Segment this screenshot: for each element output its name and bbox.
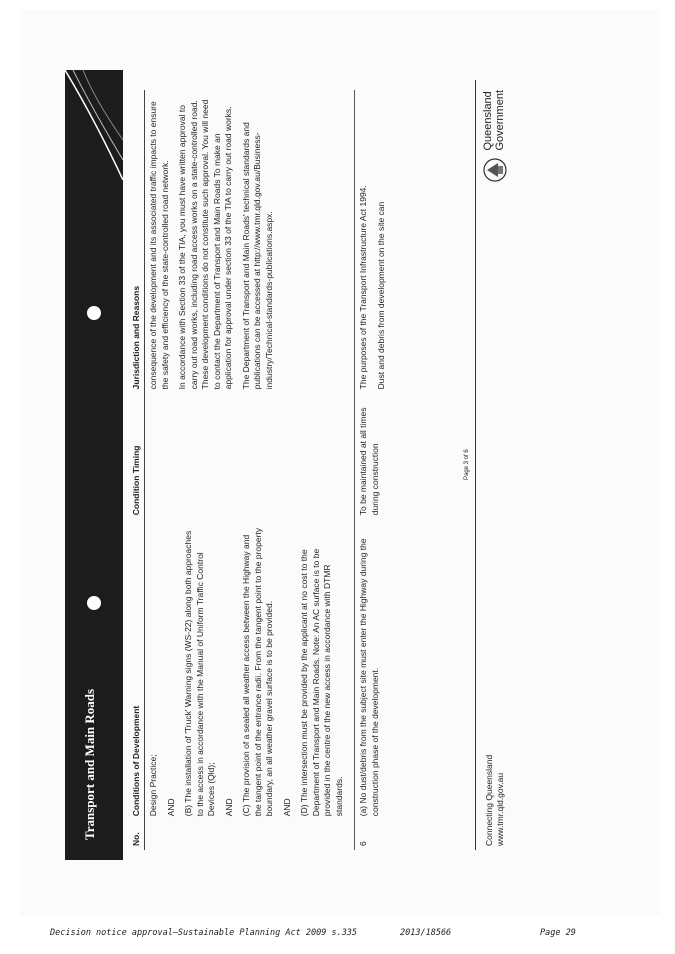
- footer-page-number: Page 3 of 6: [464, 449, 470, 480]
- jurisdiction-text: Dust and debris from development on the site can: [375, 201, 386, 390]
- jurisdiction-text: In accordance with Section 33 of the TIA, you must have written approval to carry out road works, including road access works on a state-controlled road. These development conditions do not constitute such approval. You will need to contact the Department of Transport and Main Roads To make an application for approval under section 33 of the TIA to carry out road works.: [177, 99, 234, 390]
- department-title: Transport and Main Roads: [82, 688, 97, 840]
- condition-text: AND: [165, 798, 176, 817]
- timing-cell: To be maintained at all times during construction: [355, 393, 396, 519]
- conditions-cell: [145, 519, 355, 820]
- condition-text: (D) The intersection must be provided by the applicant at no cost to the Department of Transport and Main Roads. Note: An AC surface is to be provided in the centre of the new access in accordance with DTMR standards.: [299, 548, 344, 817]
- table-row: [355, 90, 396, 850]
- header-band: [65, 70, 123, 860]
- logo-line-2: Government: [494, 90, 506, 151]
- condition-text: (a) No dust/debris from the subject site must enter the Highway during the construction phase of the development.: [358, 538, 380, 817]
- logo-line-1: Queensland: [482, 91, 495, 151]
- table-header-row: [129, 90, 145, 850]
- queensland-government-logo: [482, 90, 508, 183]
- col-no: No.: [129, 820, 145, 850]
- crest-icon: [482, 157, 508, 183]
- conditions-table: [129, 90, 396, 850]
- col-jurisdiction: Jurisdiction and Reasons: [129, 90, 145, 393]
- page-number: Page 29: [540, 928, 576, 938]
- condition-text: (B) The installation of 'Truck' Warning signs (WS-22) along both approaches to the access in accordance with the Manual of Uniform Traffic Control Devices (Qld);: [183, 530, 217, 817]
- condition-text: (C) The provision of a sealed all weather access between the Highway and the tangent point of the entrance radii. From the tangent point to the property boundary, an all weather gravel surface is to be provided.: [241, 528, 275, 817]
- reference-number: 2013/18566: [400, 928, 452, 938]
- footer-tagline: Connecting Queensland: [484, 754, 494, 846]
- col-conditions: Conditions of Development: [129, 519, 145, 820]
- jurisdiction-cell: [355, 90, 396, 393]
- row-number: [145, 820, 355, 850]
- condition-text: AND: [281, 798, 292, 817]
- jurisdiction-text: consequence of the development and its associated traffic impacts to ensure the safety and efficiency of the state-controlled road network.: [148, 101, 170, 390]
- rotated-document-wrapper: [65, 70, 535, 860]
- page-footer: [464, 80, 531, 850]
- col-timing: Condition Timing: [129, 393, 145, 519]
- footer-url: www.tmr.qld.gov.au: [495, 772, 506, 846]
- decision-notice-title: Decision notice approval—Sustainable Planning Act 2009 s.335: [50, 928, 358, 938]
- punch-hole: [87, 596, 101, 610]
- jurisdiction-cell: [145, 90, 355, 393]
- swoosh-graphic: [65, 70, 123, 180]
- rotated-document: [65, 70, 535, 860]
- conditions-cell: [355, 519, 396, 820]
- condition-text: Design Practice;: [148, 754, 159, 817]
- jurisdiction-text: The purposes of the Transport Infrastructure Act 1994.: [358, 185, 369, 390]
- table-row: [145, 90, 355, 850]
- punch-hole: [87, 306, 101, 320]
- jurisdiction-text: The Department of Transport and Main Roads' technical standards and publications can be accessed at http://www.tmr.qld.gov.au/Business-industry/Technical-standards-publications.aspx.: [240, 122, 274, 390]
- row-number: 6: [355, 820, 396, 850]
- footer-contact: [484, 755, 506, 846]
- timing-cell: [145, 393, 355, 519]
- condition-text: AND: [223, 798, 234, 817]
